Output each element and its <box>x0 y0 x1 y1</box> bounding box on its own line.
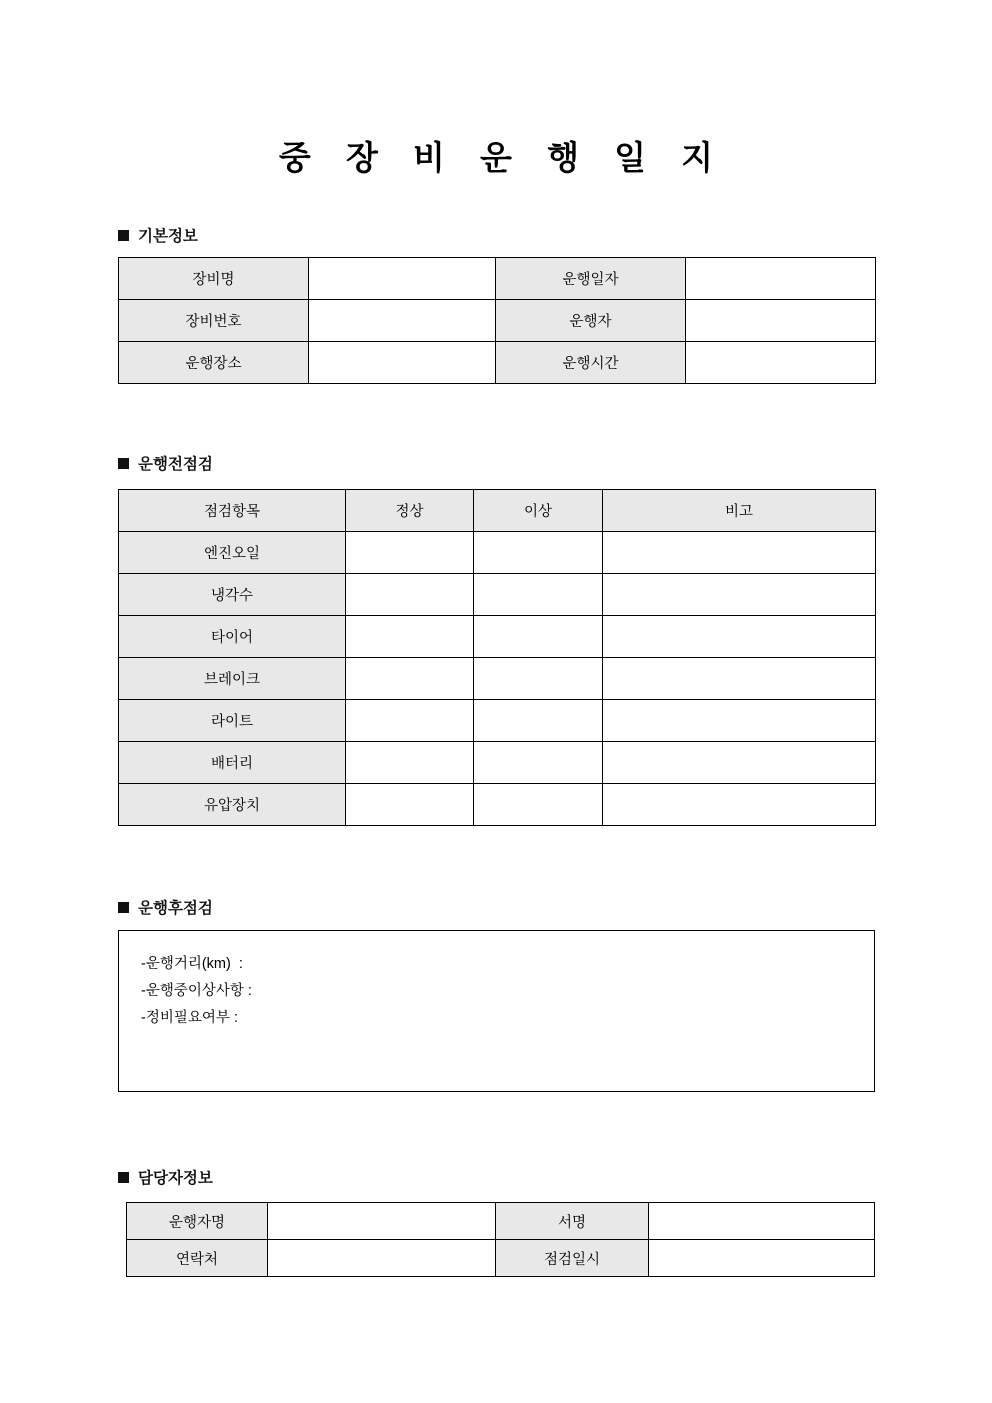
check-abnormal-cell[interactable] <box>474 700 603 742</box>
check-abnormal-cell[interactable] <box>474 784 603 826</box>
section-heading-pre-check <box>118 452 213 474</box>
check-item-label: 타이어 <box>119 616 346 658</box>
check-normal-cell[interactable] <box>346 574 474 616</box>
check-normal-cell[interactable] <box>346 532 474 574</box>
table-header-row <box>119 490 876 532</box>
check-normal-cell[interactable] <box>346 742 474 784</box>
column-header-normal: 정상 <box>346 490 474 532</box>
person-info-table <box>126 1202 875 1277</box>
section-heading-post-check <box>118 896 213 918</box>
section-heading-basic-info <box>118 224 198 246</box>
post-check-line-issues: -운행중이상사항 : <box>141 983 252 999</box>
label-signature: 서명 <box>496 1203 649 1240</box>
column-header-check-item: 점검항목 <box>119 490 346 532</box>
check-item-label: 유압장치 <box>119 784 346 826</box>
check-normal-cell[interactable] <box>346 700 474 742</box>
check-item-label: 브레이크 <box>119 658 346 700</box>
table-row <box>119 784 876 826</box>
table-row <box>119 742 876 784</box>
check-note-cell[interactable] <box>603 616 876 658</box>
check-abnormal-cell[interactable] <box>474 658 603 700</box>
table-row <box>119 300 876 342</box>
section-heading-post-check-label: 운행후점검 <box>138 900 213 917</box>
check-item-label: 배터리 <box>119 742 346 784</box>
check-abnormal-cell[interactable] <box>474 574 603 616</box>
table-row <box>119 700 876 742</box>
section-heading-person-info <box>118 1166 213 1188</box>
label-operation-time: 운행시간 <box>496 342 686 384</box>
section-heading-person-info-label: 담당자정보 <box>138 1170 213 1187</box>
post-check-line-maintenance: -정비필요여부 : <box>141 1010 238 1026</box>
field-equipment-number[interactable] <box>309 300 496 342</box>
check-abnormal-cell[interactable] <box>474 616 603 658</box>
table-row <box>127 1203 875 1240</box>
basic-info-table <box>118 257 876 384</box>
table-row <box>119 616 876 658</box>
bullet-square-icon <box>118 1172 129 1183</box>
field-signature[interactable] <box>649 1203 875 1240</box>
table-row <box>119 342 876 384</box>
field-equipment-name[interactable] <box>309 258 496 300</box>
check-note-cell[interactable] <box>603 574 876 616</box>
section-heading-pre-check-label: 운행전점검 <box>138 456 213 473</box>
bullet-square-icon <box>118 230 129 241</box>
check-item-label: 냉각수 <box>119 574 346 616</box>
post-check-line-distance: -운행거리(km) : <box>141 956 243 972</box>
post-check-box[interactable] <box>118 930 875 1092</box>
check-item-label: 엔진오일 <box>119 532 346 574</box>
label-operation-date: 운행일자 <box>496 258 686 300</box>
check-note-cell[interactable] <box>603 532 876 574</box>
bullet-square-icon <box>118 902 129 913</box>
check-abnormal-cell[interactable] <box>474 742 603 784</box>
bullet-square-icon <box>118 458 129 469</box>
column-header-abnormal: 이상 <box>474 490 603 532</box>
page-title: 중 장 비 운 행 일 지 <box>278 139 727 176</box>
label-equipment-number: 장비번호 <box>119 300 309 342</box>
field-check-datetime[interactable] <box>649 1240 875 1277</box>
field-operation-date[interactable] <box>686 258 876 300</box>
check-normal-cell[interactable] <box>346 616 474 658</box>
label-operation-place: 운행장소 <box>119 342 309 384</box>
check-note-cell[interactable] <box>603 658 876 700</box>
table-row <box>119 574 876 616</box>
field-contact[interactable] <box>268 1240 496 1277</box>
field-operation-time[interactable] <box>686 342 876 384</box>
section-heading-basic-info-label: 기본정보 <box>138 228 198 245</box>
column-header-note: 비고 <box>603 490 876 532</box>
check-item-label: 라이트 <box>119 700 346 742</box>
check-normal-cell[interactable] <box>346 784 474 826</box>
field-operation-place[interactable] <box>309 342 496 384</box>
label-operator-name: 운행자명 <box>127 1203 268 1240</box>
table-row <box>127 1240 875 1277</box>
check-normal-cell[interactable] <box>346 658 474 700</box>
field-operator[interactable] <box>686 300 876 342</box>
check-note-cell[interactable] <box>603 742 876 784</box>
check-note-cell[interactable] <box>603 700 876 742</box>
table-row <box>119 658 876 700</box>
check-abnormal-cell[interactable] <box>474 532 603 574</box>
pre-check-table <box>118 489 876 826</box>
field-operator-name[interactable] <box>268 1203 496 1240</box>
label-equipment-name: 장비명 <box>119 258 309 300</box>
label-check-datetime: 점검일시 <box>496 1240 649 1277</box>
table-row <box>119 258 876 300</box>
table-row <box>119 532 876 574</box>
label-contact: 연락처 <box>127 1240 268 1277</box>
label-operator: 운행자 <box>496 300 686 342</box>
check-note-cell[interactable] <box>603 784 876 826</box>
